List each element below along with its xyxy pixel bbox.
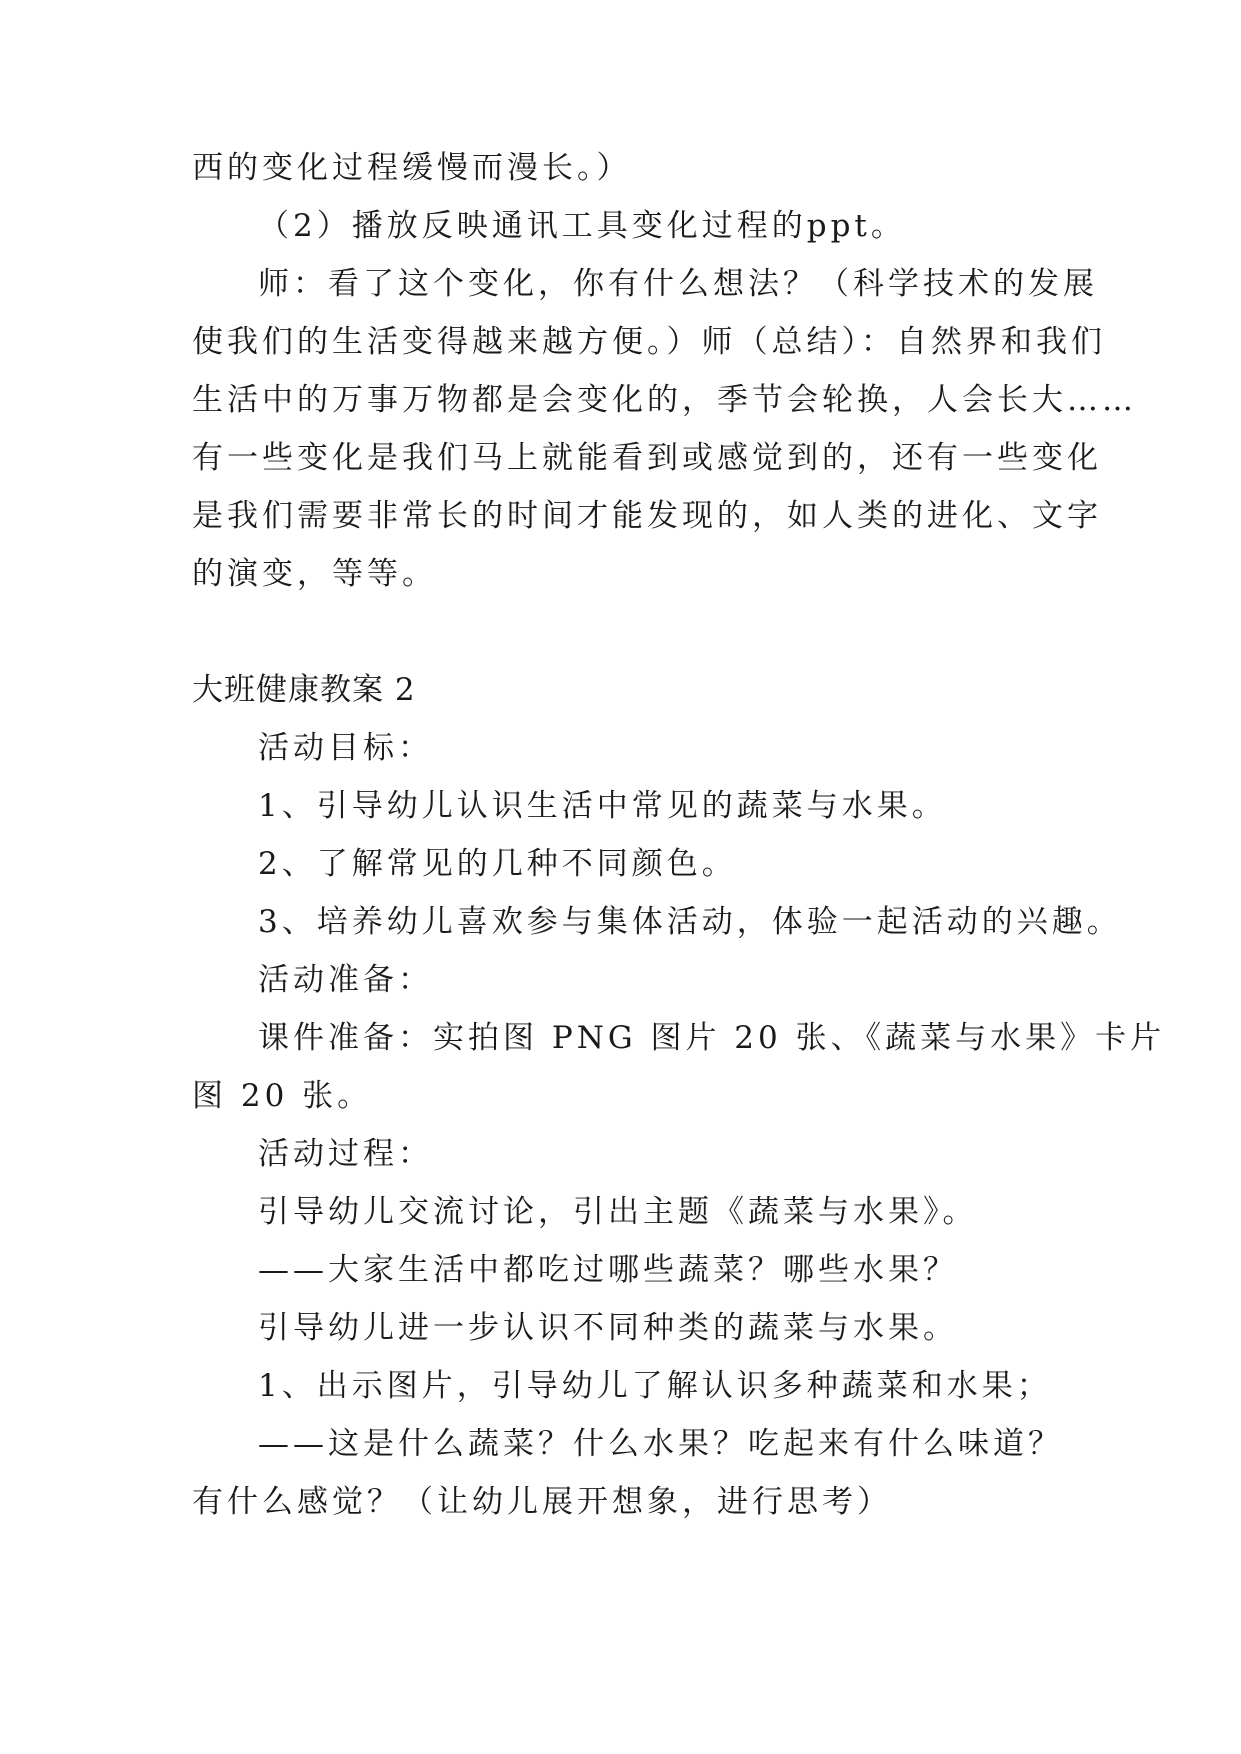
paragraph-line: ——大家生活中都吃过哪些蔬菜？哪些水果？ (258, 1252, 958, 1288)
paragraph-line: 图 20 张。 (192, 1078, 373, 1114)
paragraph-line: （2）播放反映通讯工具变化过程的ppt。 (258, 208, 906, 244)
paragraph-line: 3、培养幼儿喜欢参与集体活动，体验一起活动的兴趣。 (258, 904, 1122, 940)
paragraph-line: 生活中的万事万物都是会变化的，季节会轮换，人会长大…… (192, 382, 1137, 418)
paragraph-line: 有一些变化是我们马上就能看到或感觉到的，还有一些变化 (192, 440, 1102, 476)
paragraph-line: 的演变，等等。 (192, 556, 437, 592)
section-title: 大班健康教案 2 (192, 672, 416, 708)
paragraph-line: 引导幼儿交流讨论，引出主题《蔬菜与水果》。 (258, 1194, 978, 1230)
paragraph-line: 有什么感觉？（让幼儿展开想象，进行思考） (192, 1484, 892, 1520)
paragraph-line: 活动准备： (258, 962, 433, 998)
paragraph-line: 西的变化过程缓慢而漫长。） (192, 150, 632, 186)
paragraph-line: 师：看了这个变化，你有什么想法？（科学技术的发展 (258, 266, 1098, 302)
paragraph-line: 1、出示图片，引导幼儿了解认识多种蔬菜和水果； (258, 1368, 1052, 1404)
paragraph-line: 活动目标： (258, 730, 433, 766)
paragraph-line: 1、引导幼儿认识生活中常见的蔬菜与水果。 (258, 788, 947, 824)
paragraph-line: 活动过程： (258, 1136, 433, 1172)
paragraph-line: 引导幼儿进一步认识不同种类的蔬菜与水果。 (258, 1310, 958, 1346)
paragraph-line: 使我们的生活变得越来越方便。）师（总结）：自然界和我们 (192, 324, 1106, 360)
paragraph-line: 是我们需要非常长的时间才能发现的，如人类的进化、文字 (192, 498, 1102, 534)
paragraph-line: 课件准备：实拍图 PNG 图片 20 张、《蔬菜与水果》卡片 (258, 1020, 1166, 1056)
paragraph-line: ——这是什么蔬菜？什么水果？吃起来有什么味道？ (258, 1426, 1063, 1462)
paragraph-line: 2、了解常见的几种不同颜色。 (258, 846, 737, 882)
